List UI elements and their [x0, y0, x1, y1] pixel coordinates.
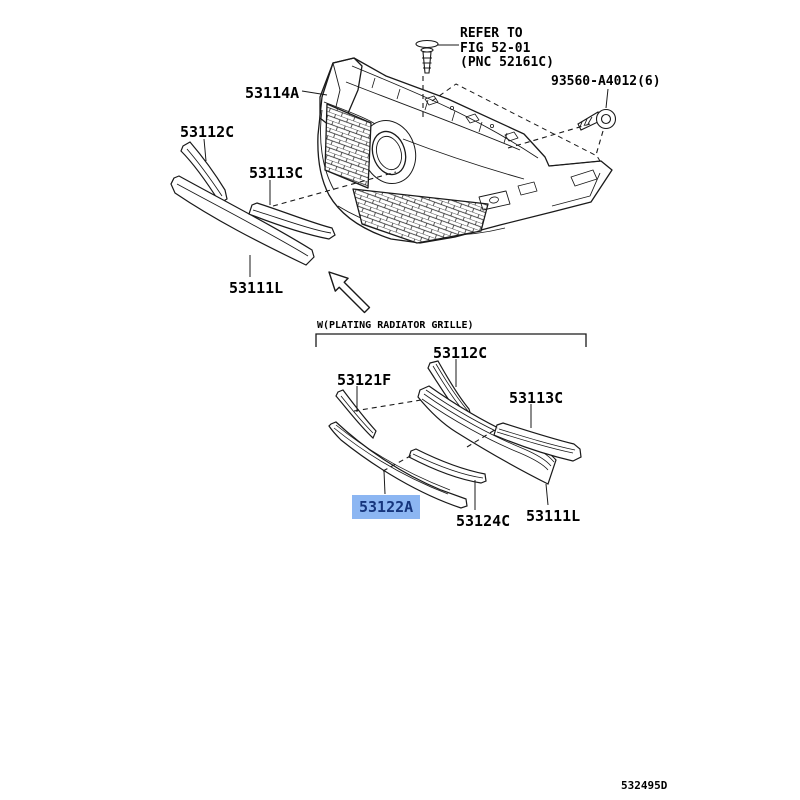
up-left-direction-arrow-icon: [329, 272, 370, 313]
part-label-53124c[interactable]: 53124C: [456, 512, 511, 530]
part-label-53111l-bottom[interactable]: 53111L: [526, 507, 581, 525]
plating-group-label: W(PLATING RADIATOR GRILLE): [317, 320, 474, 331]
part-label-53121f[interactable]: 53121F: [337, 371, 392, 389]
part-shape-53124c: [409, 449, 486, 483]
part-label-53114a[interactable]: 53114A: [245, 84, 300, 102]
refer-note-line2: FIG 52-01: [460, 40, 531, 56]
part-label-93560-a4012[interactable]: 93560-A4012(6): [551, 74, 661, 89]
part-label-53113c-top[interactable]: 53113C: [249, 164, 304, 182]
part-label-53113c-bottom[interactable]: 53113C: [509, 389, 564, 407]
figure-code: 532495D: [621, 779, 668, 792]
part-label-53112c-top[interactable]: 53112C: [180, 123, 235, 141]
part-label-53112c-bottom[interactable]: 53112C: [433, 344, 488, 362]
push-clip-fastener-icon: [416, 41, 438, 74]
refer-note: [460, 27, 554, 71]
screw-fastener-icon: [578, 110, 616, 131]
refer-note-line3: (PNC 52161C): [460, 55, 554, 70]
part-label-53122a-selected[interactable]: 53122A: [352, 495, 420, 519]
part-label-53111l-top[interactable]: 53111L: [229, 279, 284, 297]
refer-note-line1: REFER TO: [460, 26, 523, 41]
